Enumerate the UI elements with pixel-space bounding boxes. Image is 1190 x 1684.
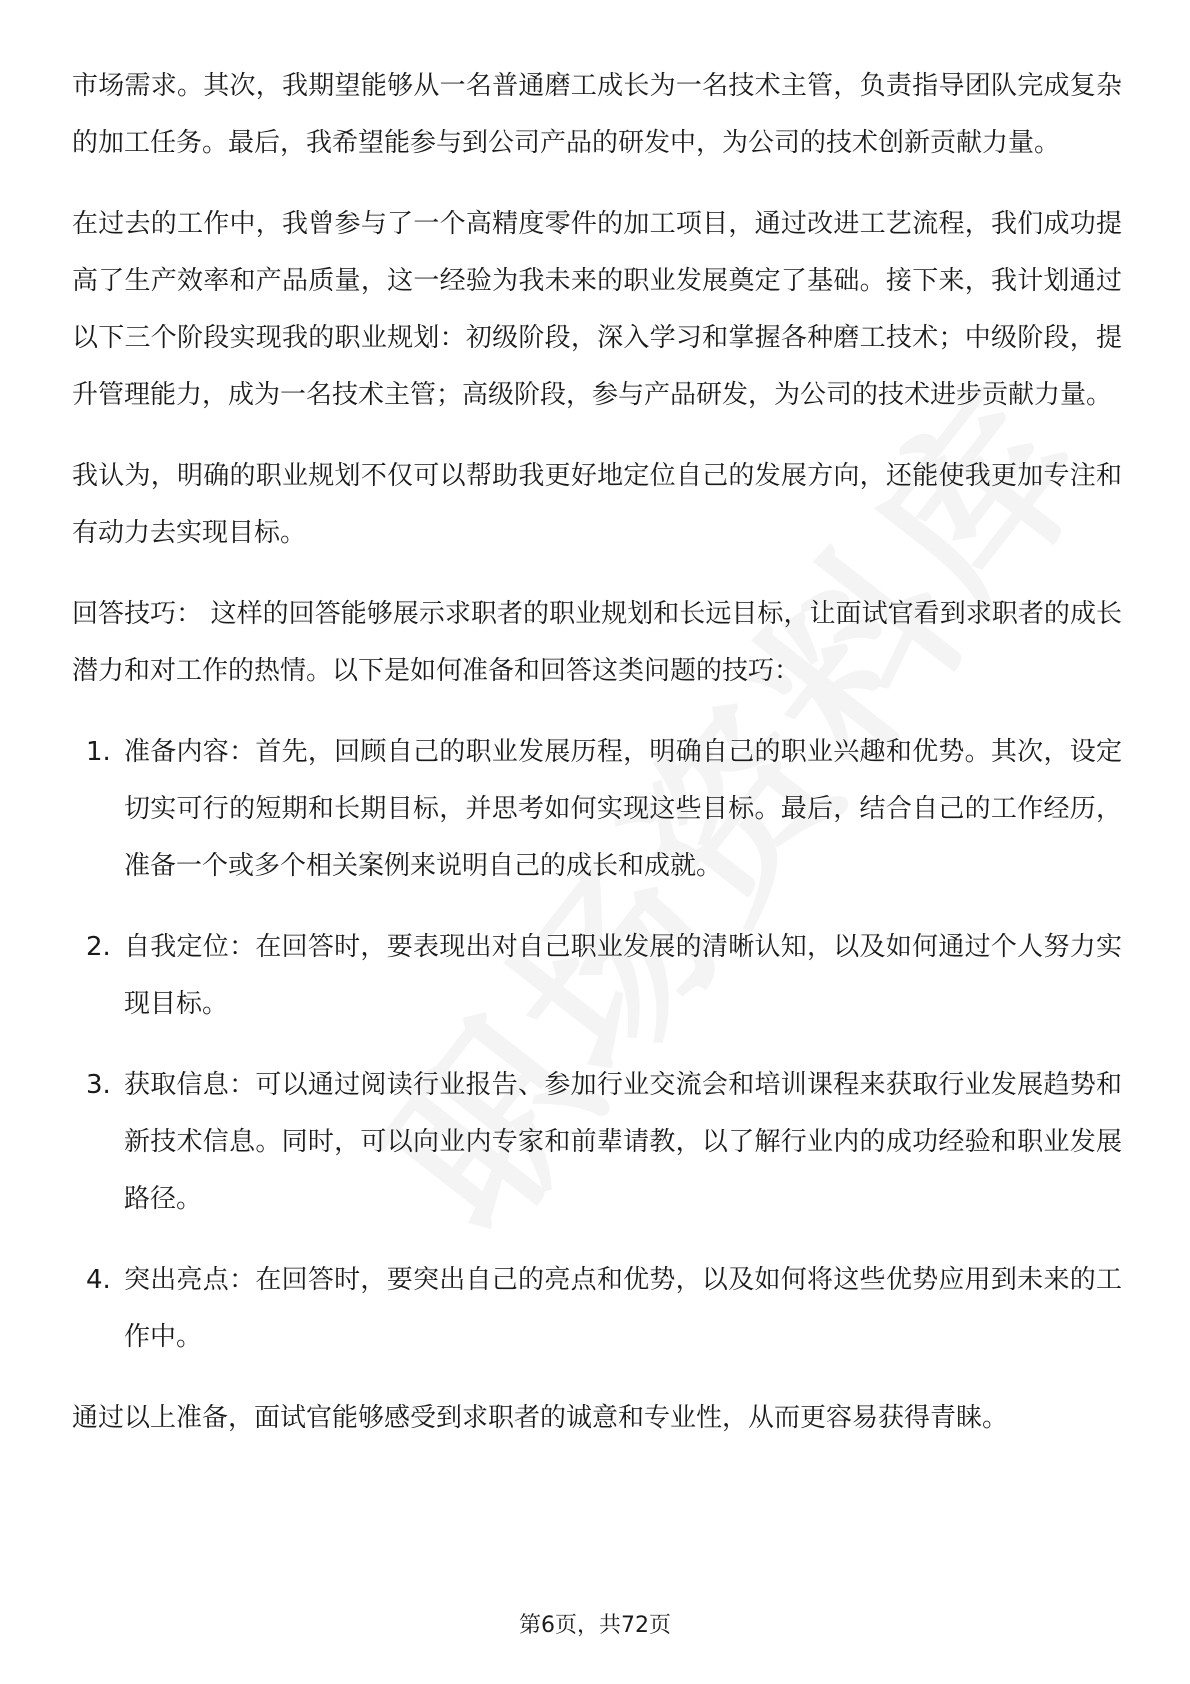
list-item-text: 突出亮点：在回答时，要突出自己的亮点和优势，以及如何将这些优势应用到未来的工作中。 xyxy=(124,1265,1122,1352)
list-item-text: 获取信息：可以通过阅读行业报告、参加行业交流会和培训课程来获取行业发展趋势和新技术信息。同时，可以向业内专家和前辈请教，以了解行业内的成功经验和职业发展路径。 xyxy=(124,1070,1122,1214)
paragraph-2: 在过去的工作中，我曾参与了一个高精度零件的加工项目，通过改进工艺流程，我们成功提高了生产效率和产品质量，这一经验为我未来的职业发展奠定了基础。接下来，我计划通过以下三个阶段实现我的职业规划：初级阶段，深入学习和掌握各种磨工技术；中级阶段，提升管理能力，成为一名技术主管；高级阶段，参与产品研发，为公司的技术进步贡献力量。 xyxy=(72,209,1122,410)
paragraph-3: 我认为，明确的职业规划不仅可以帮助我更好地定位自己的发展方向，还能使我更加专注和有动力去实现目标。 xyxy=(72,461,1122,548)
list-item xyxy=(72,1057,1122,1228)
page-number: 第6页，共72页 xyxy=(519,1613,671,1638)
list-item-number: 4. xyxy=(86,1265,111,1295)
list-item-number: 2. xyxy=(86,932,111,962)
list-item xyxy=(72,1252,1122,1366)
list-item-text: 准备内容：首先，回顾自己的职业发展历程，明确自己的职业兴趣和优势。其次，设定切实可行的短期和长期目标，并思考如何实现这些目标。最后，结合自己的工作经历，准备一个或多个相关案例来说明自己的成长和成就。 xyxy=(124,737,1122,881)
list-item-number: 3. xyxy=(86,1070,111,1100)
paragraph-1: 市场需求。其次，我期望能够从一名普通磨工成长为一名技术主管，负责指导团队完成复杂的加工任务。最后，我希望能参与到公司产品的研发中，为公司的技术创新贡献力量。 xyxy=(72,71,1122,158)
paragraph-answer-tips: 回答技巧： 这样的回答能够展示求职者的职业规划和长远目标，让面试官看到求职者的成长潜力和对工作的热情。以下是如何准备和回答这类问题的技巧： xyxy=(72,599,1122,686)
list-item-text: 自我定位：在回答时，要表现出对自己职业发展的清晰认知，以及如何通过个人努力实现目标。 xyxy=(124,932,1122,1019)
closing-paragraph: 通过以上准备，面试官能够感受到求职者的诚意和专业性，从而更容易获得青睐。 xyxy=(72,1403,1009,1433)
list-item xyxy=(72,724,1122,895)
document-body xyxy=(72,58,1122,1471)
list-item xyxy=(72,919,1122,1033)
tips-list xyxy=(72,724,1122,1366)
list-item-number: 1. xyxy=(86,737,111,767)
